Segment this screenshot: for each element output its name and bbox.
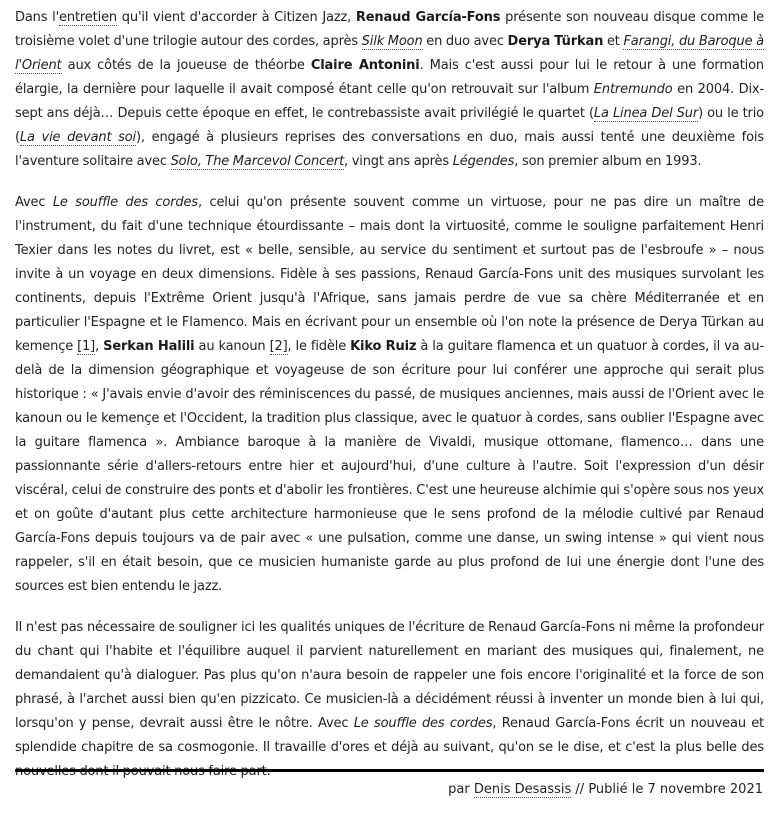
text-run: , Renaud García-Fons écrit un nouveau et splendide chapitre de sa cosmogonie. Il travaille d'ores et déjà au suivant, qu'on se le dise, et c'est la plus belle des (15, 716, 765, 755)
album-title: Le souffle des cordes (353, 716, 493, 731)
interview-link[interactable]: entretien (59, 10, 118, 25)
article-paragraph (15, 6, 764, 174)
text-run: présente son nouveau disque comme le troisième volet d'une trilogie autour des cordes, après (15, 10, 765, 49)
text-run: qu'il vient d'accorder à Citizen Jazz, (117, 10, 356, 25)
person-name: Kiko Ruiz (350, 339, 417, 354)
album-title: Le souffle des cordes (52, 195, 199, 210)
footnote-link[interactable]: [2] (269, 339, 288, 354)
album-link[interactable]: La Linea Del Sur (593, 106, 699, 121)
article-paragraph (15, 191, 764, 599)
text-run: , le fidèle (287, 339, 351, 354)
byline-prefix: par (448, 782, 470, 797)
footnote-link[interactable]: [1] (77, 339, 96, 354)
article-body (15, 6, 764, 801)
text-run: en duo avec (422, 34, 508, 49)
text-run: , (95, 339, 104, 354)
text-run: au kanoun (194, 339, 270, 354)
article-paragraph (15, 616, 764, 784)
author-link[interactable]: Denis Desassis (473, 782, 572, 797)
publication-date: // Publié le 7 novembre 2021 (575, 782, 763, 797)
text-run: , son premier album en 1993. (514, 154, 702, 169)
text-run: Il n'est pas nécessaire de souligner ici les qualités uniques de l'écriture de Renaud García-Fons ni même la profondeur du chant qui l'habite et l'équilibre auquel il parvient naturellement en mariant des musiques qui, finalement, ne demandaient qu'à dialoguer. Pas plus qu'on n'aura besoin de rappeler une fois encore l'originalité et la force de son phrasé, à l'archet aussi bien qu'en pizzicato. Ce musicien-là a décidément réussi à inventer un monde bien à lui qui, lorsqu'on y pense, devrait aussi être le nôtre. Avec (15, 620, 764, 731)
text-run: . Mais c'est aussi pour lui le retour à une formation élargie, la dernière pour laquelle il avait composé étant celle qu'on retrouvait sur l'album (15, 58, 765, 97)
text-run: en 2004. Dix-sept ans déjà… Depuis cette époque en effet, le contrebassiste avait privilégié le quartet ( (15, 82, 764, 121)
text-run: ) ou le trio ( (15, 106, 764, 145)
text-run: ), engagé à plusieurs reprises des conversations en duo, mais aussi tenté une deuxième fois l'aventure solitaire avec (15, 130, 764, 169)
text-run: Avec (15, 195, 53, 210)
text-run: Dans l' (15, 10, 60, 25)
person-name: Renaud García-Fons (355, 10, 501, 25)
text-run: , celui qu'on présente souvent comme un virtuose, pour ne pas dire un maître de l'instrument, du fait d'une technique étourdissante – mais dont la virtuosité, comme le souligne parfaitement Henri Texier dans les notes du livret, est « belle, sensible, au service du sentiment et surtout pas de l'esbroufe » – nous invite à un voyage en deux dimensions. Fidèle à ses passions, Renaud García-Fons unit des musiques survolant les continents, depuis l'Extrême Orient jusqu'à l'Afrique, sans jamais perdre de vue sa chère Méditerranée et en particulier l'Espagne et le Flamenco. Mais en écrivant pour un ensemble où l'on note la présence de Derya Türkan au kemençe (15, 195, 764, 354)
footer-divider (15, 769, 764, 772)
album-link[interactable]: Solo, The Marcevol Concert (170, 154, 345, 169)
text-run: , vingt ans après (344, 154, 453, 169)
text-run: et (603, 34, 624, 49)
album-title: Entremundo (593, 82, 673, 97)
album-link[interactable]: Farangi, du Baroque à l'Orient (15, 34, 764, 73)
album-title: Légendes (452, 154, 515, 169)
text-run: aux côtés de la joueuse de théorbe (61, 58, 311, 73)
person-name: Claire Antonini (310, 58, 420, 73)
text-run: à la guitare flamenca et un quatuor à cordes, il va au-delà de la dimension géographique et voyageuse de son écriture pour lui conférer une approche qui serait plus historique : « J'avais envie d'avoir des réminiscences du passé, de musiques anciennes, mais aussi de l'Orient avec le kanoun ou le kemençe et l'Occident, la tradition plus classique, avec le quatuor à cordes, sans oublier l'Espagne avec la guitare flamenca ». Ambiance baroque à la manière de Vivaldi, musique ottomane, flamenco… dans une passionnante série d'allers-retours entre hier et aujourd'hui, d'une culture à l'autre. Soit l'expression d'un désir viscéral, celui de construire des ponts et d'abolir les frontières. C'est une heureuse alchimie qui s'opère sous nos yeux et on goûte d'autant plus cette architecture harmonieuse que le sens profond de la mélodie cultivé par Renaud García-Fons depuis toujours va de pair avec « une pulsation, comme une danse, un swing intense » qui vient nous rappeler, s'il en était besoin, que ce musicien humaniste garde au plus profond de lui une énergie dont l'une des sources est bien entendu le jazz. (15, 339, 764, 594)
person-name: Serkan Halili (103, 339, 195, 354)
album-link[interactable]: La vie devant soi (19, 130, 137, 145)
album-link[interactable]: Silk Moon (361, 34, 423, 49)
person-name: Derya Türkan (507, 34, 604, 49)
byline (448, 780, 763, 800)
